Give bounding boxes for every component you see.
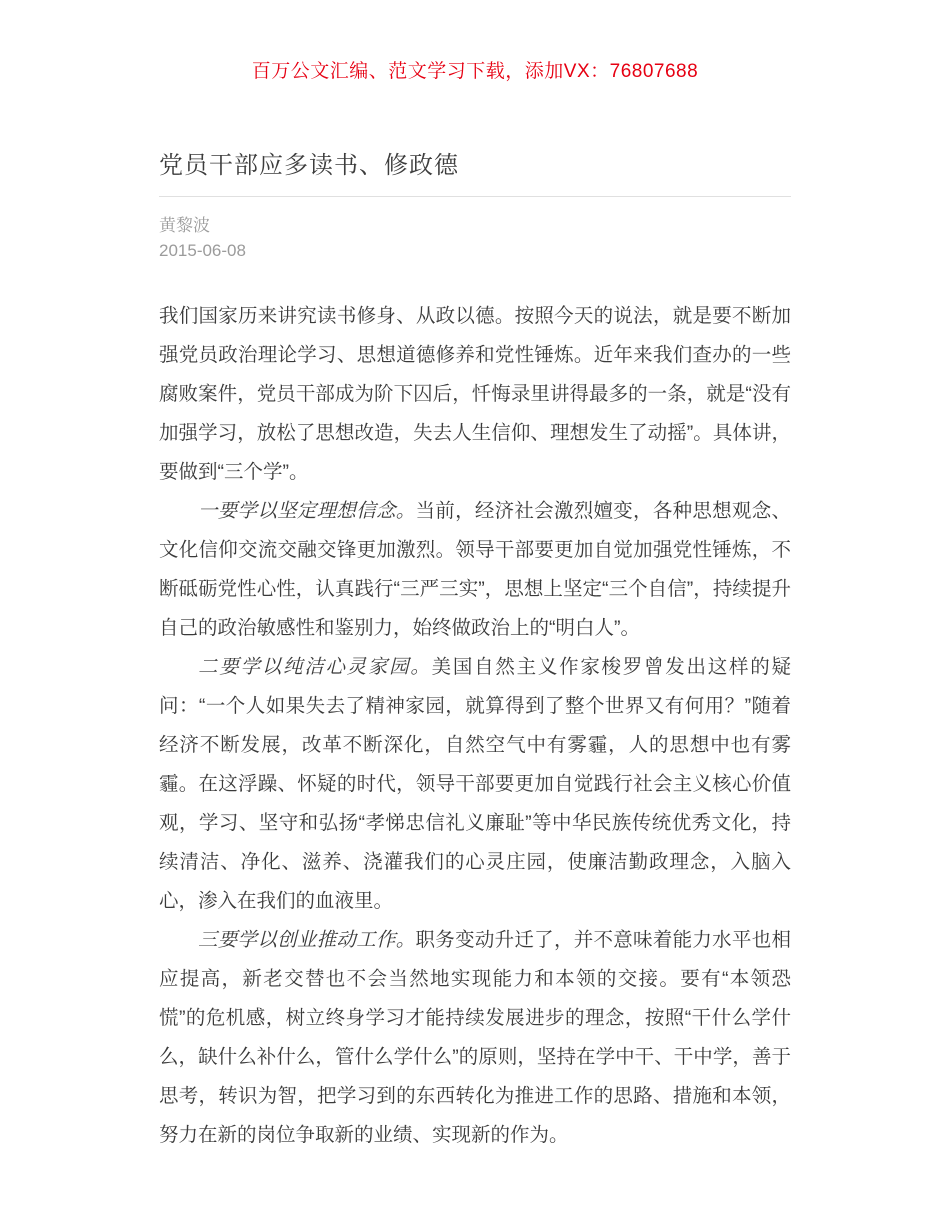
promo-banner — [0, 0, 950, 83]
paragraph-2-text: 当前，经济社会激烈嬗变，各种思想观念、文化信仰交流交融交锋更加激烈。领导干部要更加自觉加强党性锤炼，不断砥砺党性心性，认真践行“三严三实”，思想上坚定“三个自信”，持续提升自己的政治敏感性和鉴别力，始终做政治上的“明白人”。 — [159, 500, 791, 639]
paragraph-3 — [159, 648, 791, 921]
paragraph-4 — [159, 921, 791, 1155]
article-meta — [159, 213, 791, 263]
article-date: 2015-06-08 — [159, 241, 246, 260]
paragraph-3-lead: 二要学以纯洁心灵家园。 — [198, 656, 432, 678]
article-title: 党员干部应多读书、修政德 — [159, 152, 459, 179]
paragraph-2 — [159, 492, 791, 648]
article-author: 黄黎波 — [159, 216, 210, 235]
paragraph-3-text: 美国自然主义作家梭罗曾发出这样的疑问：“一个人如果失去了精神家园，就算得到了整个世界又有何用？”随着经济不断发展，改革不断深化，自然空气中有雾霾，人的思想中也有雾霾。在这浮躁、怀疑的时代，领导干部要更加自觉践行社会主义核心价值观，学习、坚守和弘扬“孝悌忠信礼义廉耻”等中华民族传统优秀文化，持续清洁、净化、滋养、浇灌我们的心灵庄园，使廉洁勤政理念，入脑入心，渗入在我们的血液里。 — [159, 656, 791, 912]
paragraph-1-text: 我们国家历来讲究读书修身、从政以德。按照今天的说法，就是要不断加强党员政治理论学习、思想道德修养和党性锤炼。近年来我们查办的一些腐败案件，党员干部成为阶下囚后，忏悔录里讲得最多的一条，就是“没有加强学习，放松了思想改造，失去人生信仰、理想发生了动摇”。具体讲，要做到“三个学”。 — [159, 305, 791, 483]
paragraph-1 — [159, 297, 791, 492]
paragraph-4-text: 职务变动升迁了，并不意味着能力水平也相应提高，新老交替也不会当然地实现能力和本领的交接。要有“本领恐慌”的危机感，树立终身学习才能持续发展进步的理念，按照“干什么学什么，缺什么补什么，管什么学什么”的原则，坚持在学中干、干中学，善于思考，转识为智，把学习到的东西转化为推进工作的思路、措施和本领，努力在新的岗位争取新的业绩、实现新的作为。 — [159, 929, 791, 1146]
promo-banner-text: 百万公文汇编、范文学习下载，添加VX：76807688 — [251, 61, 699, 82]
article-content — [159, 145, 791, 1230]
paragraph-4-lead: 三要学以创业推动工作。 — [198, 929, 416, 951]
paragraph-2-lead: 一要学以坚定理想信念。 — [198, 500, 416, 522]
article-body — [159, 297, 791, 1155]
title-divider — [159, 196, 791, 197]
